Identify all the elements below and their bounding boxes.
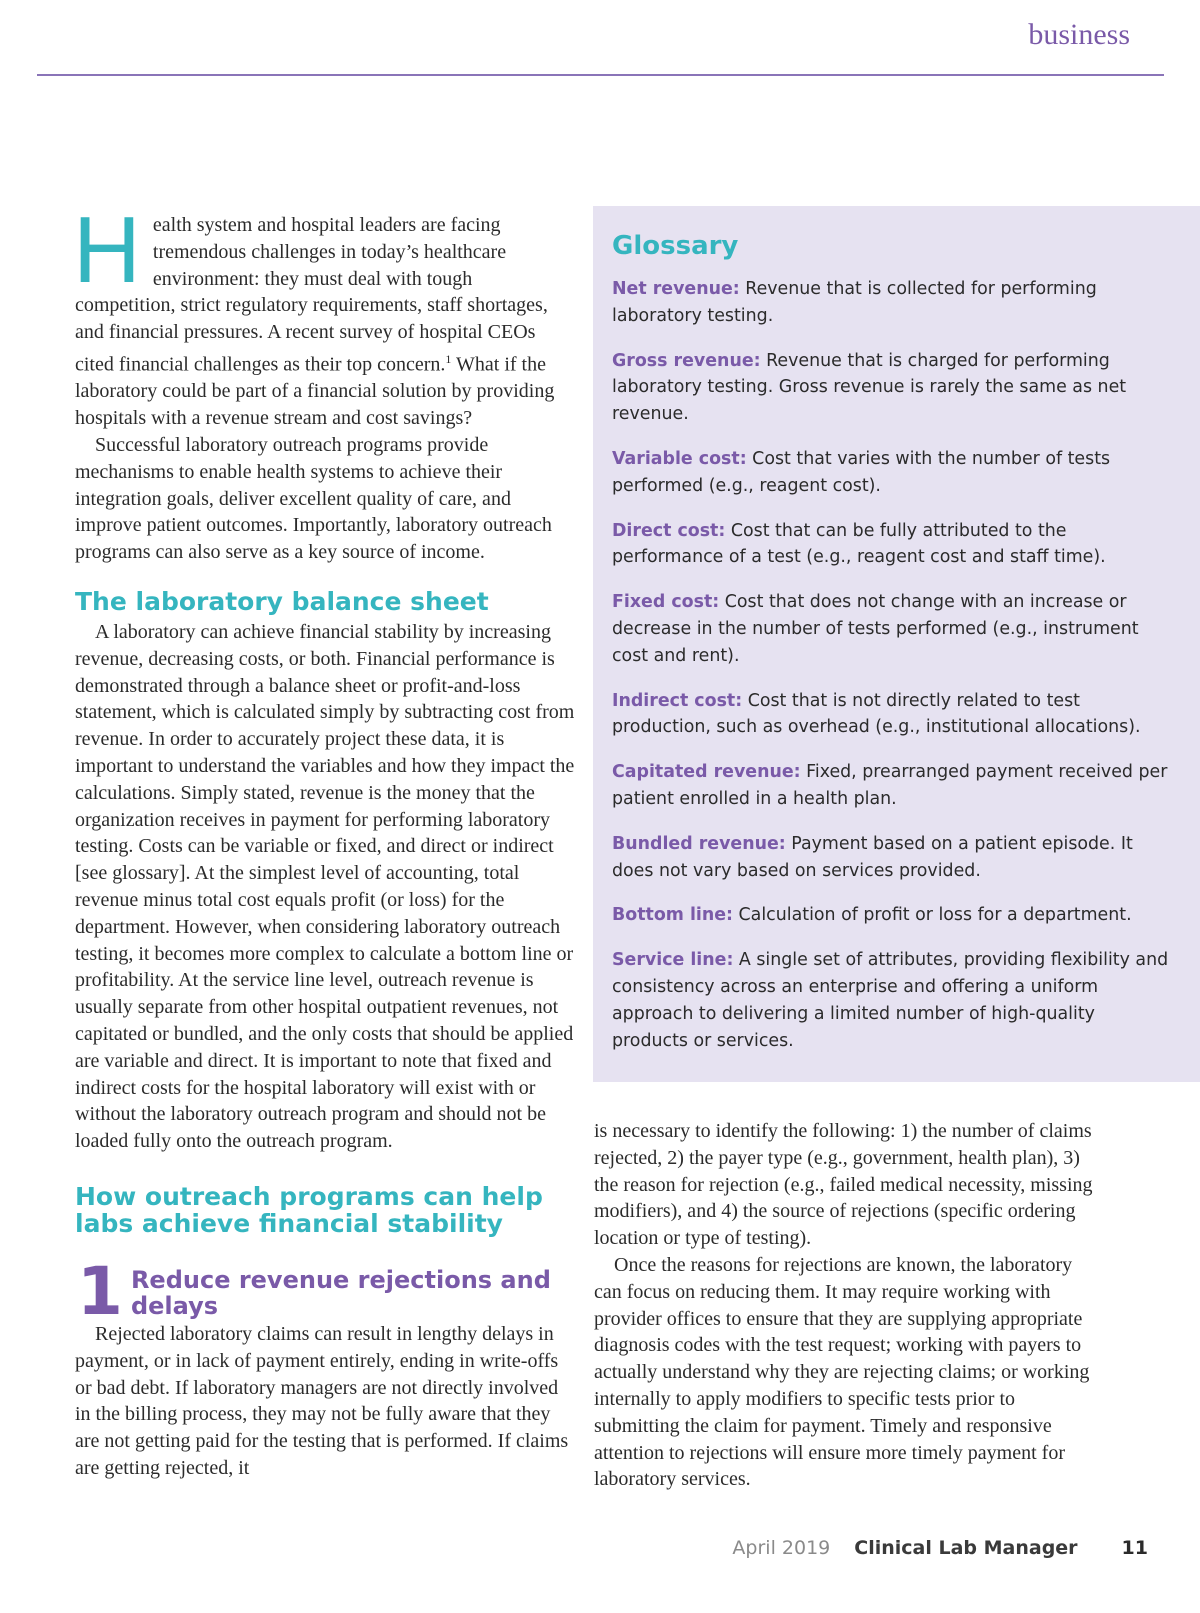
glossary-item <box>612 276 1170 330</box>
glossary-item <box>612 831 1170 885</box>
glossary-term: Indirect cost: <box>612 690 743 711</box>
glossary-definition: A single set of attributes, providing flexibility and consistency across an enterprise and offering a uniform approach to delivering a limited number of high-quality products or services. <box>612 950 1169 1051</box>
glossary-item <box>612 759 1170 813</box>
subsection-heading <box>75 1252 575 1330</box>
balance-paragraph: A laboratory can achieve financial stability by increasing revenue, decreasing costs, or both. Financial performance is demonstrated through a balance sheet or profit-and-loss statement, which is calculated simply by subtracting cost from revenue. In order to accurately project these data, it is important to understand the variables and how they impact the calculations. Simply stated, revenue is the money that the organization receives in payment for performing laboratory testing. Costs can be variable or fixed, and direct or indirect [see glossary]. At the simplest level of accounting, total revenue minus total cost equals profit (or loss) for the department. However, when considering laboratory outreach testing, it becomes more complex to calculate a bottom line or profitability. At the service line level, outreach revenue is usually separate from other hospital outpatient revenues, not capitated or bundled, and the only costs that should be applied are variable and direct. It is important to note that fixed and indirect costs for the hospital laboratory will exist with or without the laboratory outreach program and should not be loaded fully onto the outreach program. <box>75 621 575 1153</box>
continued-paragraph: is necessary to identify the following: 1) the number of claims rejected, 2) the payer type (e.g., government, health plan), 3) the reason for rejection (e.g., failed medical necessity, missing modifiers), and 4) the source of rejections (specific ordering location or type of testing). <box>594 1120 1093 1250</box>
glossary-definition: Revenue that is collected for performing laboratory testing. <box>612 279 1097 326</box>
glossary-term: Bottom line: <box>612 905 734 926</box>
rejections-followup-paragraph: Once the reasons for rejections are known, the laboratory can focus on reducing them. It may require working with provider offices to ensure that they are supplying appropriate diagnosis codes with the test request; working with payers to actually understand why they are rejecting claims; or working internally to apply modifiers to specific tests prior to submitting the claim for payment. Timely and responsive attention to rejections will ensure more timely payment for laboratory services. <box>594 1253 1090 1491</box>
glossary-item <box>612 589 1170 669</box>
page-footer <box>732 1537 1148 1559</box>
section-tag: business <box>1028 18 1130 51</box>
glossary-definition: Payment based on a patient episode. It does not vary based on services provided. <box>612 833 1133 881</box>
subsection-number: 1 <box>77 1252 123 1330</box>
glossary-definition: Fixed, prearranged payment received per patient enrolled in a health plan. <box>612 762 1168 809</box>
heading-balance-sheet: The laboratory balance sheet <box>75 587 489 617</box>
glossary-definition: Cost that does not change with an increase or decrease in the number of tests performed (e.g., instrument cost and rent). <box>612 592 1139 666</box>
subsection-title: Reduce revenue rejections and delays <box>130 1265 551 1320</box>
glossary-item <box>612 902 1170 929</box>
glossary-term: Service line: <box>612 950 734 971</box>
glossary-definition: Calculation of profit or loss for a department. <box>733 905 1132 926</box>
glossary-box <box>593 206 1200 1082</box>
glossary-term: Fixed cost: <box>612 592 720 613</box>
glossary-term: Bundled revenue: <box>612 833 786 854</box>
glossary-term: Variable cost: <box>612 448 747 469</box>
intro-text-tail: What if the laboratory could be part of a financial solution by providing hospitals with a revenue stream and cost savings? <box>75 353 555 430</box>
magazine-title: Clinical Lab Manager <box>854 1537 1078 1559</box>
intro-text: ealth system and hospital leaders are facing tremendous challenges in today’s healthcare environment: they must deal with tough competition, strict regulatory requirements, staff shortages, and financial pressures. A recent survey of hospital CEOs cited financial challenges as their top concern. <box>75 214 548 376</box>
intro-paragraph-2: Successful laboratory outreach programs provide mechanisms to enable health systems to achieve their integration goals, deliver excellent quality of care, and improve patient outcomes. Importantly, laboratory outreach programs can also serve as a key source of income. <box>75 434 552 564</box>
header-divider <box>37 74 1164 76</box>
glossary-item <box>612 947 1170 1054</box>
left-column <box>73 197 575 1482</box>
glossary-definition: Cost that varies with the number of tests performed (e.g., reagent cost). <box>612 448 1111 496</box>
page-number: 11 <box>1121 1537 1148 1559</box>
footnote-ref[interactable]: 1 <box>445 351 452 366</box>
drop-cap: H <box>73 197 141 302</box>
glossary-term: Capitated revenue: <box>612 762 801 783</box>
glossary-definition: Cost that can be fully attributed to the performance of a test (e.g., reagent cost and staff time). <box>612 520 1106 568</box>
right-column <box>594 1118 1094 1493</box>
glossary-term: Net revenue: <box>612 279 740 299</box>
glossary-item <box>612 348 1170 428</box>
glossary-term: Direct cost: <box>612 520 726 541</box>
glossary-item <box>612 518 1170 572</box>
glossary-title: Glossary <box>612 231 739 261</box>
issue-date: April 2019 <box>732 1537 831 1559</box>
glossary-definition: Revenue that is charged for performing laboratory testing. Gross revenue is rarely the same as net revenue. <box>612 350 1127 425</box>
glossary-definition: Cost that is not directly related to test production, such as overhead (e.g., institutional allocations). <box>612 690 1141 738</box>
intro-paragraph <box>73 197 575 432</box>
glossary-item <box>612 688 1170 742</box>
glossary-item <box>612 446 1170 500</box>
rejections-paragraph: Rejected laboratory claims can result in lengthy delays in payment, or in lack of payment entirely, ending in write-offs or bad debt. If laboratory managers are not directly involved in the billing process, they may not be fully aware that they are not getting paid for the testing that is performed. If claims are getting rejected, it <box>75 1322 569 1479</box>
glossary-term: Gross revenue: <box>612 350 761 371</box>
heading-outreach: How outreach programs can help labs achieve financial stability <box>75 1181 543 1238</box>
